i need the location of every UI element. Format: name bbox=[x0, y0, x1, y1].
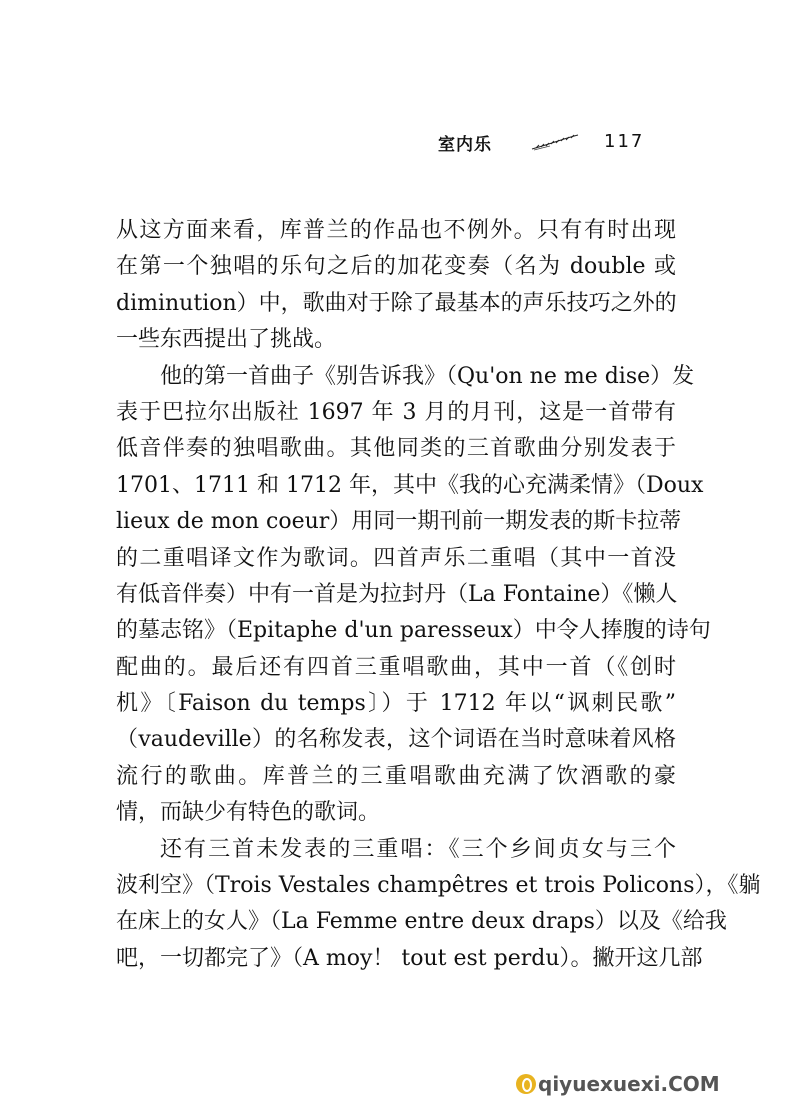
ornament-icon bbox=[530, 132, 580, 154]
text-line: 配曲的。最后还有四首三重唱歌曲，其中一首（《创时 bbox=[116, 654, 676, 680]
text-line: 还有三首未发表的三重唱：《三个乡间贞女与三个 bbox=[160, 836, 676, 862]
text-line: 一些东西提出了挑战。 bbox=[116, 327, 337, 353]
text-line: （vaudeville）的名称发表，这个词语在当时意味着风格 bbox=[116, 727, 676, 753]
watermark-logo-icon bbox=[516, 1074, 536, 1094]
running-header bbox=[0, 128, 794, 160]
text-line: lieux de mon coeur）用同一期刊前一期发表的斯卡拉蒂 bbox=[116, 509, 682, 535]
text-line: 在床上的女人》（La Femme entre deux draps）以及《给我 bbox=[116, 909, 727, 935]
watermark-text: qiyuexuexi.COM bbox=[538, 1072, 720, 1096]
text-line: diminution）中，歌曲对于除了最基本的声乐技巧之外的 bbox=[116, 290, 677, 316]
paragraph-2 bbox=[116, 359, 711, 832]
text-line: 情，而缺少有特色的歌词。 bbox=[116, 800, 381, 826]
text-line: 有低音伴奏）中有一首是为拉封丹（La Fontaine）《懒人 bbox=[116, 581, 678, 607]
text-line: 表于巴拉尔出版社 1697 年 3 月的月刊，这是一首带有 bbox=[116, 399, 676, 425]
watermark bbox=[516, 1072, 720, 1096]
text-line: 波利空》（Trois Vestales champêtres et trois Policons），《躺 bbox=[116, 873, 761, 899]
body-text bbox=[116, 213, 761, 977]
text-line: 的二重唱译文作为歌词。四首声乐二重唱（其中一首没 bbox=[116, 545, 676, 571]
paragraph-3 bbox=[116, 832, 761, 978]
text-line: 的墓志铭》（Epitaphe d'un paresseux）中令人捧腹的诗句 bbox=[116, 618, 711, 644]
text-line: 吧，一切都完了》（A moy！ tout est perdu）。撇开这几部 bbox=[116, 945, 703, 971]
text-line: 机》〔Faison du temps〕）于 1712 年以“讽刺民歌” bbox=[116, 691, 676, 717]
text-line: 1701、1711 和 1712 年，其中《我的心充满柔情》（Doux bbox=[116, 472, 704, 498]
text-line: 他的第一首曲子《别告诉我》（Qu'on ne me dise）发 bbox=[160, 363, 695, 389]
section-title: 室内乐 bbox=[438, 135, 492, 155]
text-line: 在第一个独唱的乐句之后的加花变奏（名为 double 或 bbox=[116, 254, 676, 280]
text-line: 从这方面来看，库普兰的作品也不例外。只有有时出现 bbox=[116, 218, 676, 243]
page-number: 117 bbox=[604, 131, 645, 152]
paragraph-1 bbox=[116, 213, 676, 359]
text-line: 低音伴奏的独唱歌曲。其他同类的三首歌曲分别发表于 bbox=[116, 436, 676, 462]
text-line: 流行的歌曲。库普兰的三重唱歌曲充满了饮酒歌的豪 bbox=[116, 763, 676, 789]
